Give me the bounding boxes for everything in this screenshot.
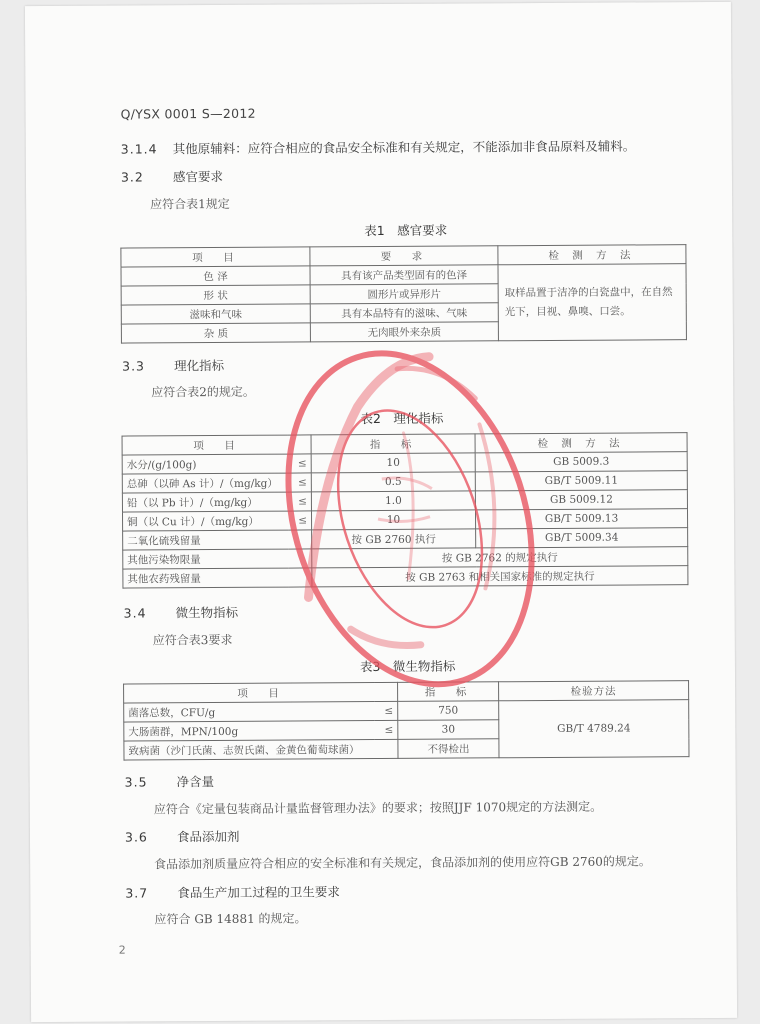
section-3-4-body: 应符合表3要求 — [152, 632, 233, 648]
less-equal-symbol: ≤ — [374, 701, 398, 720]
table-row — [121, 264, 686, 286]
table2-header-index: 指 标 — [311, 434, 475, 454]
table2-value: 1.0 — [311, 491, 475, 511]
table3-item: 致病菌（沙门氏菌、志贺氏菌、金黄色葡萄球菌） — [124, 739, 398, 760]
table1-requirement: 具有该产品类型固有的色泽 — [310, 265, 498, 285]
section-3-2-body: 应符合表1规定 — [150, 196, 230, 212]
table2-method: GB/T 5009.11 — [475, 471, 687, 491]
table1-header-requirement: 要 求 — [310, 246, 498, 266]
table2-merged-value: 按 GB 2763 和相关国家标准的规定执行 — [312, 566, 688, 587]
section-heading-3-5: 3.5 净含量 — [124, 774, 215, 790]
table2-item: 铅（以 Pb 计）/（mg/kg） — [122, 492, 287, 512]
document-number: Q/YSX 0001 S—2012 — [120, 105, 256, 122]
table2-item: 水分/(g/100g) — [122, 454, 287, 474]
table-row — [124, 700, 689, 722]
clause-3-1-4: 3.1.4 其他原辅料：应符合相应的食品安全标准和有关规定，不能添加非食品原料及辅料。 — [120, 138, 636, 157]
less-equal-symbol: ≤ — [287, 473, 311, 492]
table2-item: 总砷（以砷 As 计）/（mg/kg） — [122, 473, 287, 493]
table2-item: 其他农药残留量 — [123, 568, 312, 588]
table2-value: 10 — [311, 453, 475, 473]
page-number: 2 — [118, 943, 126, 957]
table3-header-index: 指 标 — [398, 682, 499, 702]
table2-method: GB 5009.3 — [475, 452, 687, 472]
table1-header-method: 检 测 方 法 — [498, 245, 686, 265]
less-equal-symbol: ≤ — [287, 454, 311, 473]
table3-item: 大肠菌群，MPN/100g — [124, 721, 374, 742]
table2-item: 二氧化硫残留量 — [123, 530, 312, 550]
table3-value: 30 — [398, 720, 499, 740]
table2-value: 按 GB 2760 执行 — [312, 529, 476, 549]
table1-method: 取样品置于洁净的白瓷盘中，在自然光下，目视、鼻嗅、口尝。 — [498, 264, 686, 341]
table1-item: 形 状 — [121, 285, 310, 305]
table2-value: 10 — [311, 510, 475, 530]
table1-header-item: 项 目 — [121, 247, 310, 267]
table2-caption: 表2 理化指标 — [360, 410, 444, 427]
table3-value: 750 — [398, 701, 499, 721]
table2-item: 铜（以 Cu 计）/（mg/kg） — [122, 511, 287, 531]
less-equal-symbol: ≤ — [374, 720, 398, 739]
table1-requirement: 具有本品特有的滋味、气味 — [310, 303, 498, 323]
table-row — [123, 566, 688, 588]
section-heading-3-7: 3.7 食品生产加工过程的卫生要求 — [125, 884, 340, 901]
section-3-5-body: 应符合《定量包装商品计量监督管理办法》的要求；按照JJF 1070规定的方法测定。 — [153, 799, 603, 817]
table1-requirement: 无肉眼外来杂质 — [310, 322, 498, 342]
section-heading-3-4: 3.4 微生物指标 — [123, 604, 239, 621]
table3-item: 菌落总数，CFU/g — [124, 702, 374, 723]
section-3-7-body: 应符合 GB 14881 的规定。 — [154, 911, 307, 927]
table2-item: 其他污染物限量 — [123, 549, 312, 569]
table3-value: 不得检出 — [398, 739, 499, 759]
table2-value: 0.5 — [311, 472, 475, 492]
table1-requirement: 圆形片或异形片 — [310, 284, 498, 304]
table2-method: GB/T 5009.34 — [476, 528, 688, 548]
table1-item: 滋味和气味 — [121, 304, 310, 324]
table2-method: GB/T 5009.13 — [475, 509, 687, 529]
section-heading-3-3: 3.3 理化指标 — [122, 357, 225, 374]
table2-method: GB 5009.12 — [475, 490, 687, 510]
document-page — [25, 2, 737, 1022]
table3-header-item: 项 目 — [124, 682, 398, 703]
table2-header-method: 检 测 方 法 — [475, 433, 687, 453]
less-equal-symbol: ≤ — [287, 492, 311, 511]
table1-caption: 表1 感官要求 — [364, 222, 448, 239]
table1-sensory — [120, 244, 687, 343]
table2-physicochemical — [122, 432, 689, 588]
table3-method: GB/T 4789.24 — [499, 700, 689, 758]
table2-merged-value: 按 GB 2762 的规定执行 — [312, 547, 688, 568]
section-3-6-body: 食品添加剂质量应符合相应的安全标准和有关规定，食品添加剂的使用应符GB 2760的规定。 — [154, 854, 651, 872]
table3-microbiological — [123, 680, 689, 760]
table1-item: 杂 质 — [121, 323, 310, 343]
section-heading-3-6: 3.6 食品添加剂 — [124, 828, 240, 845]
table3-header-method: 检验方法 — [499, 681, 689, 701]
less-equal-symbol: ≤ — [287, 511, 311, 530]
section-heading-3-2: 3.2 感官要求 — [120, 168, 224, 185]
table2-header-item: 项 目 — [122, 435, 311, 455]
section-3-3-body: 应符合表2的规定。 — [151, 384, 255, 400]
table1-item: 色 泽 — [121, 266, 310, 286]
table3-caption: 表3 微生物指标 — [359, 658, 456, 675]
